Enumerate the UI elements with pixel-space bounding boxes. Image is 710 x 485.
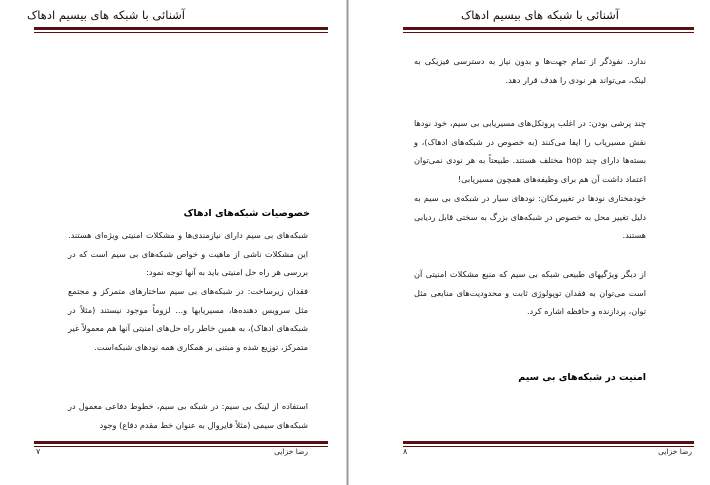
page-number: ۷ — [36, 447, 41, 456]
paragraph-1: ندارد. نفوذگر از تمام جهت‌ها و بدون نیاز به دسترسی فیزیکی به لینک، می‌تواند هر نودی را هدف قرار دهد. — [414, 56, 646, 85]
page-divider — [346, 0, 349, 485]
page-left — [0, 0, 346, 485]
header-rule-thick — [403, 27, 694, 30]
page-header-title: آشنائی با شبکه های بیسیم ادهاک — [27, 8, 185, 22]
page-right — [351, 0, 710, 485]
paragraph-3: استفاده از لینک بی سیم: در شبکه بی سیم، خطوط دفاعی معمول در شبکه‌های سیمی (مثلاً فایروال به عنوان خط مقدم دفاع) وجود — [68, 401, 308, 430]
footer-rule-thick — [403, 441, 694, 444]
section-heading: خصوصیات شبکه‌های ادهاک — [183, 208, 310, 219]
page-number: ۸ — [403, 447, 408, 456]
footer-author: رضا خزایی — [274, 447, 308, 456]
section-heading: امنیت در شبکه‌های بی سیم — [518, 372, 646, 383]
header-rule-thick — [34, 27, 328, 30]
paragraph-1: شبکه‌های بی سیم دارای نیازمندی‌ها و مشکلات امنیتی ویژه‌ای هستند. این مشکلات ناشی از ماهیت و خواص شبکه‌های بی سیم است که در بررسی هر راه حل امنیتی باید به آنها توجه نمود: — [68, 230, 308, 278]
footer-rule-thick — [34, 441, 328, 444]
paragraph-2: چند پرشی بودن: در اغلب پروتکل‌های مسیریابی بی سیم، خود نودها نقش مسیریاب را ایفا می‌کنند (به خصوص در شبکه‌های ادهاک)، و بسته‌ها دارای چند hop مختلف هستند. طبیعتاً به هر نودی نمی‌توان اعتماد داشت آن هم برای وظیفه‌های همچون مسیریابی! — [414, 118, 646, 185]
page-header-title: آشنائی با شبکه های بیسیم ادهاک — [461, 8, 619, 22]
paragraph-3: خودمختاری نودها در تغییرمکان: نودهای سیار در شبکه‌ی بی سیم به دلیل تغییر محل به خصوص در شبکه‌های بزرگ به سختی قابل ردیابی هستند. — [414, 193, 646, 241]
footer-author: رضا خزایی — [658, 447, 692, 456]
footer-rule-thin — [403, 446, 694, 447]
paragraph-2: فقدان زیرساخت: در شبکه‌های بی سیم ساختارهای متمرکز و مجتمع مثل سرویس دهنده‌ها، مسیریابها و... لزوماً موجود نیستند (مثلاً در شبکه‌های ادهاک)، به همین خاطر راه حل‌های امنیتی آنها هم معمولاً غیر متمرکز، توزیع شده و مبتنی بر همکاری همه نودهای شبکه‌است. — [68, 286, 308, 353]
header-rule-thin — [34, 32, 328, 33]
header-rule-thin — [403, 32, 694, 33]
paragraph-4: از دیگر ویژگیهای طبیعی شبکه بی سیم که منبع مشکلات امنیتی آن است می‌توان به فقدان توپولوژی ثابت و محدودیت‌های منابعی مثل توان، پردازنده و حافظه اشاره کرد. — [414, 269, 646, 317]
